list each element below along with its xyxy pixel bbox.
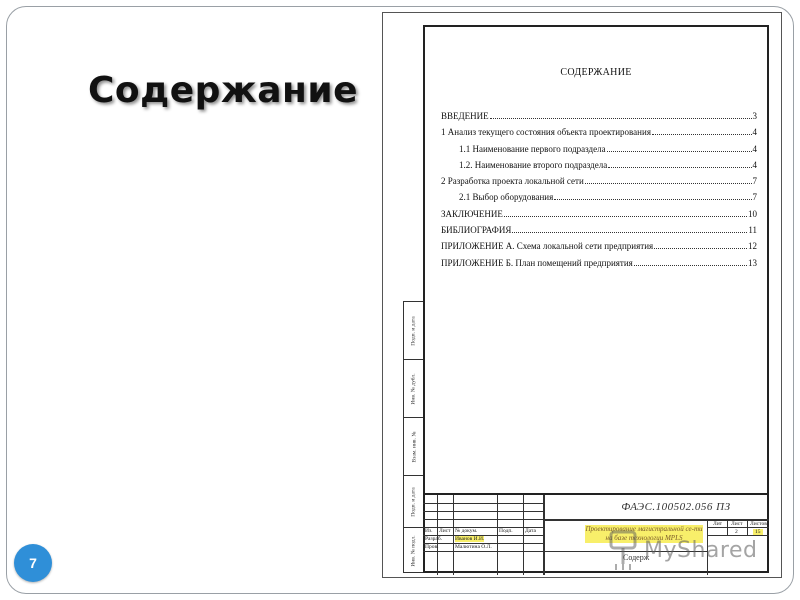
title-block-sheet-value: 2: [735, 529, 738, 535]
toc-leader-dots: [607, 144, 752, 152]
toc-item-page: 12: [748, 241, 757, 252]
toc-item-text: ЗАКЛЮЧЕНИЕ: [441, 208, 503, 219]
toc-item: [441, 192, 757, 208]
toc-item-text: 1.1 Наименование первого подраздела: [459, 143, 606, 154]
side-stamp-label: Подп. и дата: [411, 486, 418, 517]
watermark: [608, 524, 758, 578]
toc-leader-dots: [554, 192, 751, 200]
slide-title: Содержание: [88, 70, 359, 111]
title-block-header-doc-no: № докум.: [455, 528, 478, 534]
toc-item-page: 10: [748, 208, 757, 219]
toc-item-page: 4: [752, 127, 757, 138]
title-block-sheet-title: Содерж: [623, 553, 650, 562]
title-block-line: [423, 503, 543, 504]
title-block-line: [437, 495, 438, 575]
toc-list: [441, 111, 757, 274]
toc-leader-dots: [490, 111, 752, 119]
title-block-line: [497, 495, 498, 575]
title-block-role-checked: Пров.: [425, 544, 439, 550]
toc-item-text: БИБЛИОГРАФИЯ: [441, 225, 512, 236]
toc-item-page: 11: [748, 225, 757, 236]
toc-item-page: 7: [752, 176, 757, 187]
toc-item-page: 4: [752, 143, 757, 154]
side-stamp-label: Взам. инв. №: [411, 431, 417, 462]
title-block-name-developed: Иванов И.И.: [455, 536, 485, 542]
toc-leader-dots: [654, 241, 747, 249]
toc-item-page: 13: [748, 257, 757, 268]
title-block-col-lit: Лит: [713, 521, 723, 527]
side-stamp-cell: [404, 360, 424, 418]
side-stamp-cell: [404, 476, 424, 528]
title-block-line: [423, 519, 543, 520]
toc-item-text: 2 Разработка проекта локальной сети: [441, 176, 584, 187]
side-stamp-label: Подп. и дата: [411, 315, 418, 346]
title-block-line: [523, 495, 524, 575]
toc-item: [441, 241, 757, 257]
toc-leader-dots: [512, 225, 747, 233]
page-number-badge: 7: [14, 544, 52, 582]
document-sheet: [382, 12, 782, 578]
toc-item-text: 1.2. Наименование второго подраздела: [459, 159, 608, 170]
title-block-line: [453, 495, 454, 575]
title-block-line: [423, 551, 543, 552]
toc-leader-dots: [585, 176, 752, 184]
toc-item: [441, 160, 757, 176]
title-block-name-checked: Малютина О.Л.: [455, 544, 492, 550]
toc-item: [441, 111, 757, 127]
toc-item: [441, 176, 757, 192]
side-stamp-cell: [404, 302, 424, 360]
watermark-logo-icon: [608, 528, 642, 572]
toc-item-text: 2.1 Выбор оборудования: [459, 192, 554, 203]
toc-item-page: 7: [752, 192, 757, 203]
title-block-project-title: Проектирование магистральной се-ти на базе технологии MPLS: [585, 525, 703, 542]
title-block-header-date: Дата: [525, 528, 536, 534]
title-block-role-developed: Разраб.: [425, 536, 443, 542]
title-block-line: [543, 495, 545, 575]
title-block-col-sheets: Листов: [750, 521, 767, 527]
toc-item-text: ПРИЛОЖЕНИЕ А. Схема локальной сети предприятия: [441, 241, 654, 252]
title-block-col-sheet: Лист: [731, 521, 743, 527]
toc-item: [441, 225, 757, 241]
toc-item: [441, 258, 757, 274]
side-stamp-label: Инв. № дубл.: [411, 372, 417, 405]
title-block-line: [423, 511, 543, 512]
toc-leader-dots: [652, 127, 752, 135]
toc-leader-dots: [608, 160, 751, 168]
side-stamp-label: Инв. № подл.: [411, 535, 417, 567]
toc-item: [441, 209, 757, 225]
title-block-doc-code: ФАЭС.100502.056 ПЗ: [621, 501, 731, 513]
toc-item-page: 4: [752, 159, 757, 170]
toc-item-text: ВВЕДЕНИЕ: [441, 111, 489, 121]
toc-item: [441, 144, 757, 160]
toc-item: [441, 127, 757, 143]
title-block-header-sheet: Лист: [439, 528, 451, 534]
watermark-text: MyShared: [644, 538, 758, 563]
toc-item-text: 1 Анализ текущего состояния объекта проектирования: [441, 127, 651, 138]
side-stamp: [403, 301, 423, 573]
side-stamp-cell: [404, 528, 424, 574]
toc-item-text: ПРИЛОЖЕНИЕ Б. План помещений предприятия: [441, 257, 633, 268]
title-block-header-change: Из.: [425, 528, 433, 534]
toc-item-page: 3: [752, 111, 757, 121]
toc-leader-dots: [504, 209, 747, 217]
title-block-sheets-value: 15: [755, 529, 761, 535]
toc-leader-dots: [634, 258, 747, 266]
sheet-frame: [423, 25, 769, 573]
toc-heading: СОДЕРЖАНИЕ: [560, 67, 632, 78]
title-block-header-signature: Подп.: [499, 528, 513, 534]
side-stamp-cell: [404, 418, 424, 476]
